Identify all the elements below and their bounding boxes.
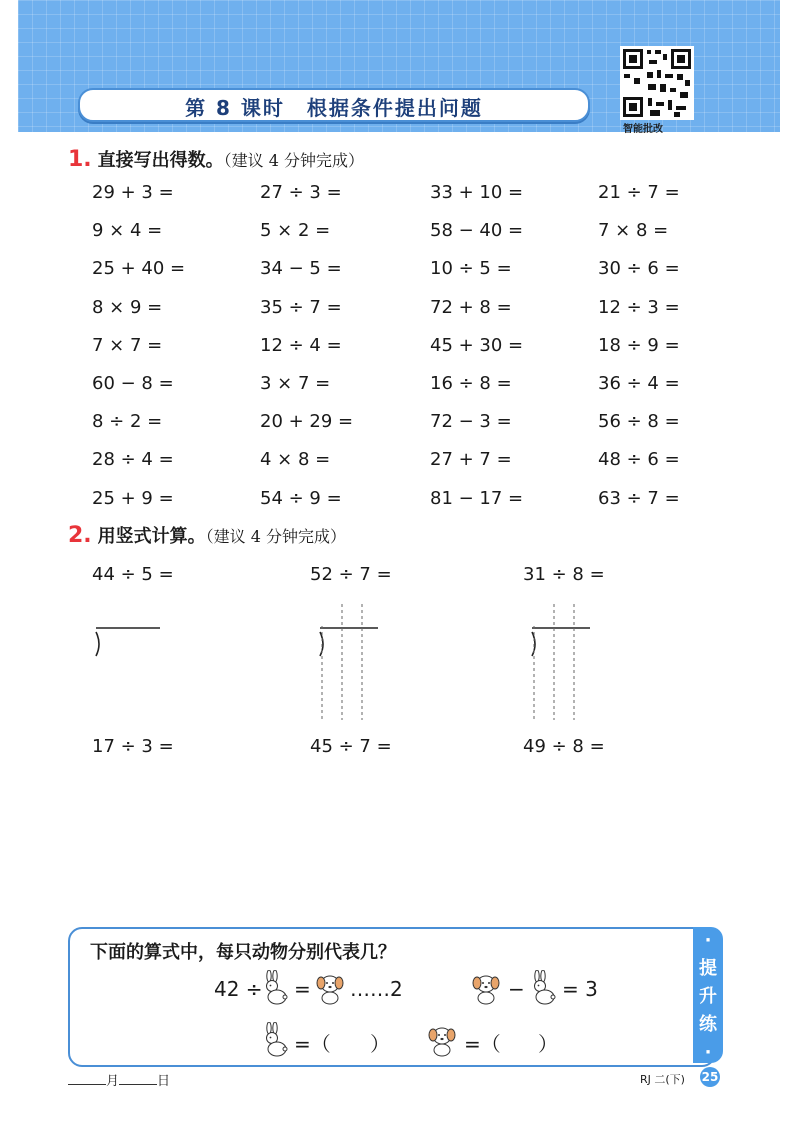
lesson-title-bar bbox=[78, 88, 590, 122]
long-division-problem: 17 ÷ 3 = bbox=[92, 736, 174, 757]
section2-heading bbox=[68, 522, 346, 548]
mental-math-problem: 45 + 30 = bbox=[430, 334, 524, 356]
mental-math-problem: 28 ÷ 4 = bbox=[92, 449, 174, 471]
dog-icon bbox=[426, 1022, 460, 1058]
equation-2-suffix: = 3 bbox=[562, 977, 598, 1001]
page-number: 25 bbox=[700, 1067, 720, 1087]
lesson-title: 第 8 课时 根据条件提出问题 bbox=[185, 96, 483, 120]
mental-math-problem: 81 − 17 = bbox=[430, 487, 524, 509]
tab-char: 提 bbox=[699, 958, 717, 979]
section1-heading bbox=[68, 146, 364, 172]
mental-math-problem: 60 − 8 = bbox=[92, 373, 174, 394]
long-division-problem: 44 ÷ 5 = bbox=[92, 564, 174, 585]
tab-char: · bbox=[704, 930, 712, 951]
mental-math-problem: 18 ÷ 9 = bbox=[598, 334, 680, 356]
mental-math-problem: 58 − 40 = bbox=[430, 220, 524, 242]
mental-math-problem: 35 ÷ 7 = bbox=[260, 296, 342, 318]
rabbit-answer-close: ） bbox=[370, 1032, 390, 1056]
mental-math-problem: 72 − 3 = bbox=[430, 411, 512, 433]
mental-math-problem: 7 × 8 = bbox=[598, 220, 669, 242]
section2-title: 用竖式计算。 bbox=[97, 526, 206, 547]
mental-math-problem: 33 + 10 = bbox=[430, 182, 524, 203]
rabbit-icon bbox=[258, 970, 290, 1006]
rabbit-answer-open: =（ bbox=[294, 1032, 331, 1056]
practice-tab bbox=[693, 927, 723, 1063]
dog-icon bbox=[314, 970, 348, 1006]
mental-math-problem: 36 ÷ 4 = bbox=[598, 373, 680, 394]
month-label: 月 bbox=[106, 1074, 120, 1089]
mental-math-problem: 34 − 5 = bbox=[260, 258, 342, 280]
mental-math-problem: 29 + 3 = bbox=[92, 182, 174, 203]
equation-1-prefix: 42 ÷ bbox=[214, 977, 263, 1001]
mental-math-problem: 48 ÷ 6 = bbox=[598, 449, 680, 471]
mental-math-problem: 9 × 4 = bbox=[92, 220, 163, 242]
dog-icon bbox=[470, 970, 504, 1006]
date-field bbox=[68, 1070, 170, 1089]
mental-math-problem: 30 ÷ 6 = bbox=[598, 258, 680, 280]
section1-title: 直接写出得数。 bbox=[97, 150, 224, 171]
mental-math-problem: 27 ÷ 3 = bbox=[260, 182, 342, 203]
edition-code: RJ 二(下) bbox=[640, 1073, 685, 1086]
mental-math-problem: 25 + 40 = bbox=[92, 258, 186, 280]
dog-answer-open: =（ bbox=[464, 1032, 501, 1056]
section1-number: 1. bbox=[68, 147, 92, 172]
long-division-problem: 52 ÷ 7 = bbox=[310, 564, 392, 585]
tab-char: 练 bbox=[699, 1014, 717, 1035]
section1-note: （建议 4 分钟完成） bbox=[223, 151, 365, 170]
rabbit-icon bbox=[258, 1022, 290, 1058]
division-bracket-guides bbox=[518, 600, 598, 724]
qr-code-icon[interactable] bbox=[620, 46, 694, 120]
mental-math-problem: 16 ÷ 8 = bbox=[430, 373, 512, 394]
mental-math-problem: 5 × 2 = bbox=[260, 220, 331, 242]
mental-math-problem: 3 × 7 = bbox=[260, 373, 331, 394]
mental-math-problem: 21 ÷ 7 = bbox=[598, 182, 680, 203]
tab-char: 升 bbox=[699, 986, 717, 1007]
tab-char: · bbox=[704, 1042, 712, 1063]
dog-answer-close: ） bbox=[538, 1032, 558, 1056]
mental-math-problem: 54 ÷ 9 = bbox=[260, 487, 342, 509]
equation-1-equals: = bbox=[294, 977, 311, 1001]
division-bracket-guides bbox=[306, 600, 386, 724]
qr-label: 智能批改 bbox=[623, 124, 663, 135]
long-division-problem: 45 ÷ 7 = bbox=[310, 736, 392, 757]
puzzle-title: 下面的算式中，每只动物分别代表几？ bbox=[90, 942, 396, 963]
rabbit-icon bbox=[526, 970, 558, 1006]
month-blank[interactable] bbox=[68, 1084, 106, 1085]
division-bracket bbox=[86, 622, 166, 662]
long-division-problem: 49 ÷ 8 = bbox=[523, 736, 605, 757]
mental-math-problem: 12 ÷ 4 = bbox=[260, 334, 342, 356]
mental-math-problem: 4 × 8 = bbox=[260, 449, 331, 471]
day-blank[interactable] bbox=[119, 1084, 157, 1085]
mental-math-problem: 25 + 9 = bbox=[92, 487, 174, 509]
equation-1-suffix: ……2 bbox=[350, 977, 403, 1001]
day-label: 日 bbox=[157, 1074, 171, 1089]
section2-number: 2. bbox=[68, 523, 92, 548]
mental-math-problem: 10 ÷ 5 = bbox=[430, 258, 512, 280]
mental-math-problem: 20 + 29 = bbox=[260, 411, 354, 433]
mental-math-problem: 8 ÷ 2 = bbox=[92, 411, 163, 433]
mental-math-problem: 63 ÷ 7 = bbox=[598, 487, 680, 509]
mental-math-problem: 7 × 7 = bbox=[92, 334, 163, 356]
mental-math-problem: 8 × 9 = bbox=[92, 296, 163, 318]
long-division-problem: 31 ÷ 8 = bbox=[523, 564, 605, 585]
equation-2-minus: − bbox=[508, 977, 525, 1001]
mental-math-problem: 27 + 7 = bbox=[430, 449, 512, 471]
mental-math-problem: 72 + 8 = bbox=[430, 296, 512, 318]
mental-math-problem: 56 ÷ 8 = bbox=[598, 411, 680, 433]
section2-note: （建议 4 分钟完成） bbox=[205, 527, 347, 546]
mental-math-problem: 12 ÷ 3 = bbox=[598, 296, 680, 318]
